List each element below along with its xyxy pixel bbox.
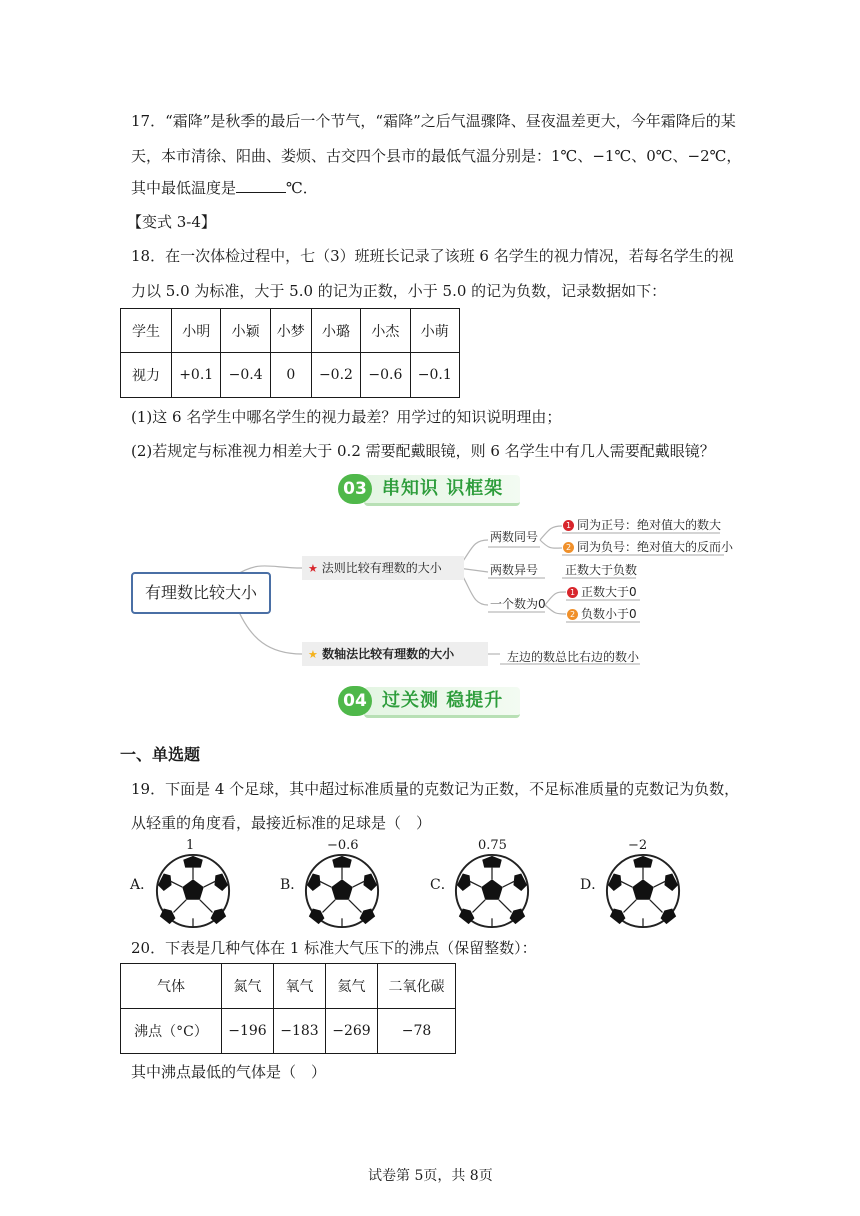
mindmap-branch-numberline-label: 数轴法比较有理数的大小	[322, 647, 455, 661]
table-cell: −269	[326, 1009, 378, 1054]
banner-03-number: 03	[338, 474, 372, 504]
mindmap-numberline-rule: 左边的数总比右边的数小	[507, 650, 640, 664]
q18-sub2: (2)若规定与标准视力相差大于 0.2 需要配戴眼镜，则 6 名学生中有几人需要配戴眼镜？	[131, 442, 715, 460]
mindmap-zero-pos	[567, 583, 637, 600]
q20-line1: 20．下表是几种气体在 1 标准大气压下的沸点（保留整数）：	[131, 939, 537, 957]
variant-label: 【变式 3-4】	[127, 213, 216, 231]
table-row	[121, 964, 456, 1009]
boiling-point-table	[120, 963, 456, 1054]
q19-line2: 从轻重的角度看，最接近标准的足球是（ ）	[131, 814, 432, 832]
option-c-value: 0.75	[478, 838, 507, 853]
table-cell: −78	[378, 1009, 456, 1054]
mindmap-zero-pos-label: 正数大于0	[581, 585, 637, 599]
table-cell: −183	[274, 1009, 326, 1054]
option-b-value: −0.6	[327, 838, 359, 853]
option-a-letter: A．	[130, 877, 155, 893]
banner-04-number: 04	[338, 686, 372, 716]
banner-04	[338, 686, 522, 716]
q18-line1: 18．在一次体检过程中，七（3）班班长记录了该班 6 名学生的视力情况，若每名学生的视	[131, 247, 734, 265]
number-two-badge: 2	[563, 542, 574, 553]
table-cell: 沸点（°C）	[121, 1009, 222, 1054]
number-one-badge: 1	[567, 587, 578, 598]
banner-03-title: 串知识 识框架	[382, 478, 504, 499]
table-cell: 氦气	[326, 964, 378, 1009]
table-cell: 学生	[121, 309, 172, 353]
table-cell: 小明	[172, 309, 221, 353]
table-cell: 视力	[121, 353, 172, 398]
table-cell: −0.6	[361, 353, 410, 398]
mindmap-rule-pos	[563, 516, 721, 533]
option-d-value: −2	[628, 838, 648, 853]
table-cell: 气体	[121, 964, 222, 1009]
banner-04-title: 过关测 稳提升	[382, 690, 504, 711]
soccer-ball-icon	[453, 852, 531, 930]
star-icon: ★	[308, 648, 318, 661]
mindmap-zero-neg	[567, 605, 637, 622]
table-cell: 氧气	[274, 964, 326, 1009]
table-row	[121, 1009, 456, 1054]
mindmap-branch-rule-label: 法则比较有理数的大小	[321, 561, 442, 575]
q17-line2: 天，本市清徐、阳曲、娄烦、古交四个县市的最低气温分别是：1℃、−1℃、0℃、−2℃，	[131, 147, 742, 165]
mindmap-rule-pos-label: 同为正号：绝对值大的数大	[577, 518, 722, 532]
table-cell: 二氧化碳	[378, 964, 456, 1009]
table-cell: −0.4	[221, 353, 270, 398]
option-c-letter: C．	[430, 877, 455, 893]
soccer-ball-icon	[604, 852, 682, 930]
q18-line2: 力以 5.0 为标准，大于 5.0 的记为正数，小于 5.0 的记为负数，记录数据如下：	[131, 282, 667, 300]
mindmap-branch-rule	[302, 556, 464, 580]
q17-line1: 17．“霜降”是秋季的最后一个节气，“霜降”之后气温骤降、昼夜温差更大，今年霜降后的某	[131, 112, 736, 130]
mindmap-rule-neg	[563, 538, 733, 555]
table-cell: −0.1	[410, 353, 459, 398]
mindmap-diff-sign: 两数异号	[490, 563, 539, 577]
section-heading: 一、单选题	[120, 745, 201, 764]
q19-line1: 19．下面是 4 个足球，其中超过标准质量的克数记为正数，不足标准质量的克数记为负数，	[131, 780, 740, 798]
q17-line3-post: ℃．	[286, 179, 318, 197]
option-d-letter: D．	[580, 877, 606, 893]
mindmap-zero: 一个数为0	[490, 597, 546, 611]
table-cell: −0.2	[311, 353, 360, 398]
number-two-badge: 2	[567, 609, 578, 620]
star-icon: ★	[308, 562, 318, 575]
q18-sub1: (1)这 6 名学生中哪名学生的视力最差？用学过的知识说明理由；	[131, 408, 562, 426]
table-cell: 小颖	[221, 309, 270, 353]
mindmap-zero-neg-label: 负数小于0	[581, 607, 637, 621]
table-cell: 氮气	[222, 964, 274, 1009]
soccer-ball-icon	[303, 852, 381, 930]
option-b-letter: B．	[280, 877, 305, 893]
table-cell: 小璐	[311, 309, 360, 353]
q20-line2: 其中沸点最低的气体是（ ）	[131, 1063, 327, 1081]
table-cell: 0	[270, 353, 311, 398]
mindmap-root: 有理数比较大小	[131, 572, 271, 614]
number-one-badge: 1	[563, 520, 574, 531]
option-a-value: 1	[186, 838, 195, 853]
table-cell: 小梦	[270, 309, 311, 353]
soccer-ball-icon	[154, 852, 232, 930]
mindmap-rule-neg-label: 同为负号：绝对值大的反而小	[577, 540, 734, 554]
table-cell: −196	[222, 1009, 274, 1054]
q17-line3-pre: 其中最低温度是	[131, 179, 237, 197]
table-cell: 小萌	[410, 309, 459, 353]
mindmap-same-sign: 两数同号	[490, 530, 539, 544]
page-footer: 试卷第 5页，共 8页	[368, 1168, 493, 1184]
mindmap-branch-numberline	[302, 642, 488, 666]
table-cell: 小杰	[361, 309, 410, 353]
mindmap-diff-rule: 正数大于负数	[565, 563, 638, 577]
table-cell: +0.1	[172, 353, 221, 398]
